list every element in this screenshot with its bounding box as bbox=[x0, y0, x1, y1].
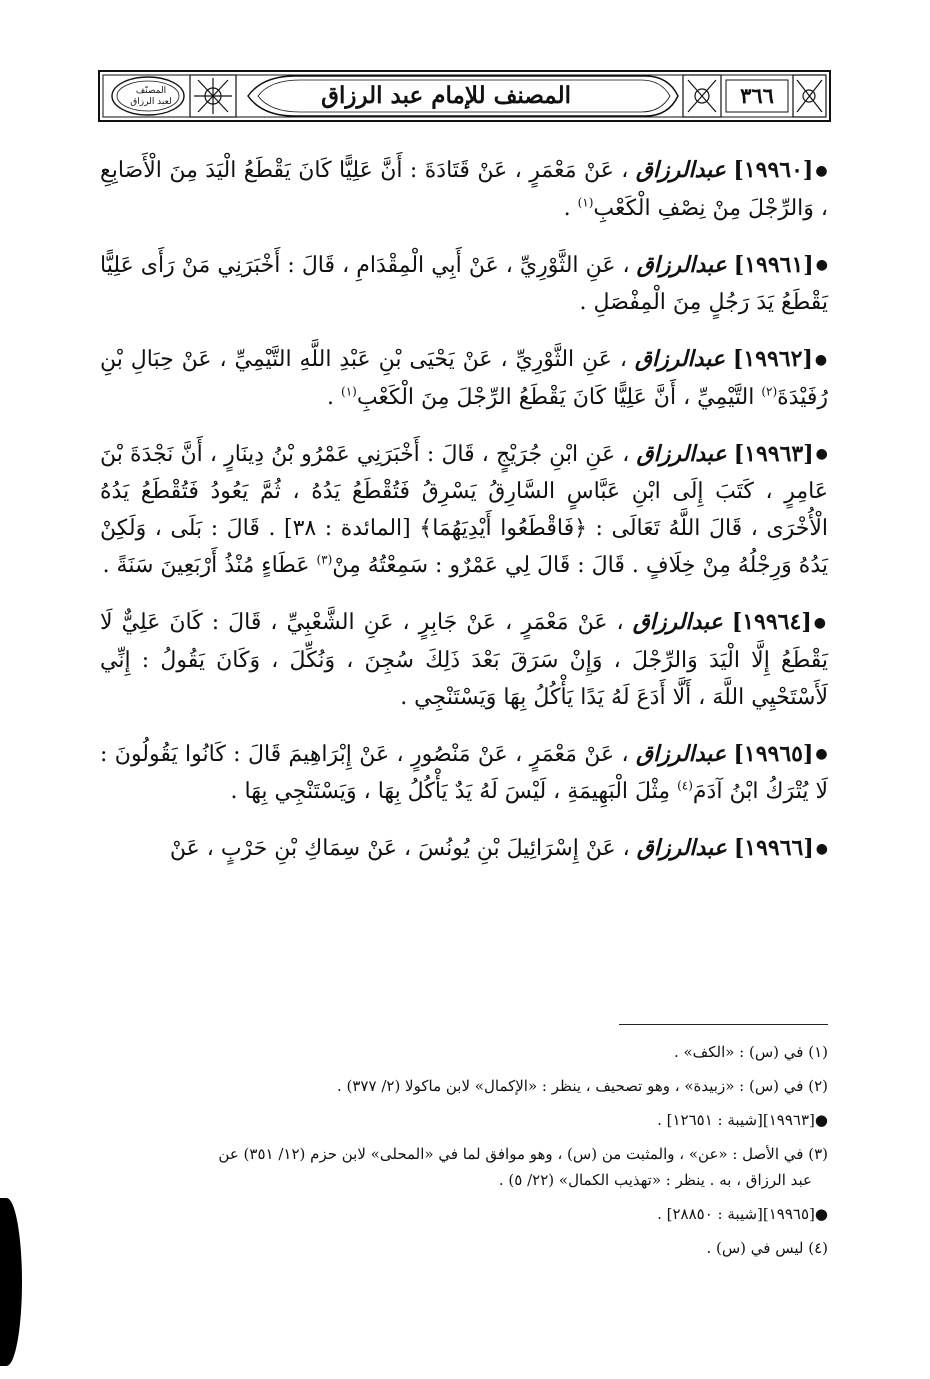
footnote-item: (٣) في الأصل : «عن» ، والمثبت من (س) ، وهو موافق لما في «المحلى» لابن حزم (١٢/ ٣٥١) عن bbox=[218, 1145, 828, 1163]
hadith-text: ، عَنِ ابْنِ جُرَيْجٍ ، قَالَ : أَخْبَرَنِي عَمْرُو بْنُ دِينَارٍ ، أَنَّ نَجْدَةَ بْنَ عَامِرٍ ، كَتَبَ إِلَى ابْنِ عَبَّاسٍ السَّارِقُ يَسْرِقُ فَتُقْطَعُ يَدُهُ ، ثُمَّ يَعُودُ فَتُقْطَعُ يَدُهُ الْأُخْرَى ، قَالَ اللَّهُ تَعَالَى : ﴿فَاقْطَعُوا أَيْدِيَهُمَا﴾ [المائدة : ٣٨] . قَالَ : بَلَى ، وَلَكِنْ يَدُهُ وَرِجْلُهُ مِنْ خِلَافٍ . قَالَ : قَالَ لِي عَمْرٌو : سَمِعْتُهُ مِنْ bbox=[100, 441, 828, 578]
hadith-text: ، عَنْ مَعْمَرٍ ، عَنْ قَتَادَةَ : أَنَّ عَلِيًّا كَانَ يَقْطَعُ الْيَدَ مِنَ الْأَصَابِعِ ، وَالرِّجْلَ مِنْ نِصْفِ الْكَعْبِ bbox=[100, 158, 828, 221]
bullet-icon: ● bbox=[815, 162, 828, 179]
footnote-mark: (٣) bbox=[316, 552, 333, 567]
hadith-author: عبدالرزاق bbox=[632, 609, 723, 635]
publisher-seal bbox=[104, 74, 186, 118]
footnote-item: (٤) ليس في (س) . bbox=[706, 1239, 828, 1257]
page-number: ٣٦٦ bbox=[740, 83, 774, 108]
hadith-entries bbox=[100, 152, 828, 888]
hadith-number: [١٩٩٦١] bbox=[733, 251, 814, 278]
footnote-item: ●[١٩٩٦٥][شيبة : ٢٨٨٥٠] . bbox=[657, 1205, 828, 1223]
seal-line-2: لعبد الرزاق bbox=[130, 97, 172, 107]
running-title: المصنف للإمام عبد الرزاق bbox=[321, 82, 571, 109]
hadith-entry bbox=[100, 152, 828, 227]
bullet-icon: ● bbox=[815, 257, 828, 273]
hadith-text: ، عَنْ مَعْمَرٍ ، عَنْ جَابِرٍ ، عَنِ الشَّعْبِيِّ ، قَالَ : كَانَ عَلِيٌّ لَا يَقْطَعُ إِلَّا الْيَدَ وَالرِّجْلَ ، وَإِنْ سَرَقَ بَعْدَ ذَلِكَ سُجِنَ ، وَنُكِّلَ ، وَكَانَ يَقُولُ : إِنِّي لَأَسْتَحْيِي اللَّهَ ، أَلَّا أَدَعَ لَهُ يَدًا يَأْكُلُ بِهَا وَيَسْتَنْجِي . bbox=[100, 610, 828, 710]
hadith-text: ، عَنْ مَعْمَرٍ ، عَنْ مَنْصُورٍ ، عَنْ إِبْرَاهِيمَ قَالَ : كَانُوا يَقُولُونَ : لَا يُتْرَكُ ابْنُ آدَمَ bbox=[100, 741, 828, 804]
footnote-divider bbox=[619, 1024, 828, 1025]
hadith-text: ، عَنِ الثَّوْرِيِّ ، عَنْ يَحْيَى بْنِ عَبْدِ اللَّهِ التَّيْمِيِّ ، عَنْ حِبَالِ بْنِ رُفَيْدَةَ bbox=[100, 347, 828, 410]
hadith-tail: مِثْلَ الْبَهِيمَةِ ، لَيْسَ لَهُ يَدٌ يَأْكُلُ بِهَا ، وَيَسْتَنْجِي بِهَا . bbox=[230, 779, 678, 804]
hadith-text: ، عَنْ إِسْرَائِيلَ بْنِ يُونُسَ ، عَنْ سِمَاكِ بْنِ حَرْبٍ ، عَنْ bbox=[169, 836, 630, 861]
scan-edge-mark bbox=[0, 1198, 22, 1366]
footnote-item: (٢) في (س) : «زبيدة» ، وهو تصحيف ، ينظر : «الإكمال» لابن ماكولا (٢/ ٣٧٧) . bbox=[336, 1077, 828, 1095]
hadith-author: عبدالرزاق bbox=[634, 346, 725, 372]
hadith-number: [١٩٩٦٢] bbox=[732, 346, 813, 372]
hadith-tail: التَّيْمِيِّ ، أَنَّ عَلِيًّا كَانَ يَقْطَعُ الرِّجْلَ مِنَ الْكَعْبِ bbox=[356, 384, 762, 410]
hadith-entry bbox=[100, 736, 828, 811]
hadith-number: [١٩٩٦٥] bbox=[733, 740, 814, 767]
hadith-author: عبدالرزاق bbox=[636, 251, 727, 278]
hadith-author: عبدالرزاق bbox=[636, 440, 727, 467]
hadith-author: عبدالرزاق bbox=[635, 157, 726, 183]
bullet-icon: ● bbox=[813, 614, 829, 631]
hadith-tail: عَطَاءٍ مُنْذُ أَرْبَعِينَ سَنَةً . bbox=[102, 553, 317, 578]
hadith-text: ، عَنِ الثَّوْرِيِّ ، عَنْ أَبِي الْمِقْدَامِ ، قَالَ : أَخْبَرَنِي مَنْ رَأَى عَلِيًّا يَقْطَعُ يَدَ رَجُلٍ مِنَ الْمِفْصَلِ . bbox=[100, 252, 828, 315]
hadith-tail: . bbox=[327, 384, 341, 410]
hadith-number: [١٩٩٦٤] bbox=[731, 609, 812, 635]
hadith-number: [١٩٩٦٣] bbox=[733, 440, 814, 467]
footnote-item: عبد الرزاق ، به . ينظر : «تهذيب الكمال» (٢٢/ ٥) . bbox=[498, 1171, 812, 1189]
hadith-entry bbox=[100, 341, 828, 416]
bullet-icon: ● bbox=[815, 746, 829, 762]
footnotes bbox=[100, 1040, 828, 1270]
bullet-icon: ● bbox=[815, 840, 828, 857]
seal-line-1: المصنّف bbox=[135, 86, 167, 96]
hadith-entry bbox=[100, 436, 828, 585]
seal-text bbox=[118, 86, 184, 114]
hadith-author: عبدالرزاق bbox=[636, 740, 727, 767]
footnote-item: ●[١٩٩٦٣][شيبة : ١٢٦٥١] . bbox=[657, 1111, 828, 1129]
hadith-entry bbox=[100, 247, 828, 322]
hadith-tail: . bbox=[563, 195, 578, 221]
hadith-number: [١٩٩٦٠] bbox=[733, 157, 814, 183]
hadith-author: عبدالرزاق bbox=[636, 835, 727, 861]
footnote-item: (١) في (س) : «الكف» . bbox=[673, 1043, 828, 1061]
footnote-mark: (٤) bbox=[677, 778, 693, 793]
hadith-number: [١٩٩٦٦] bbox=[733, 835, 814, 861]
footnote-mark: (٢) bbox=[761, 384, 778, 399]
page-header bbox=[98, 70, 831, 122]
footnote-mark: (١) bbox=[577, 195, 594, 210]
bullet-icon: ● bbox=[815, 446, 828, 462]
hadith-entry bbox=[100, 604, 828, 716]
bullet-icon: ● bbox=[814, 351, 829, 368]
footnote-mark: (١) bbox=[341, 384, 357, 399]
hadith-entry bbox=[100, 830, 828, 868]
